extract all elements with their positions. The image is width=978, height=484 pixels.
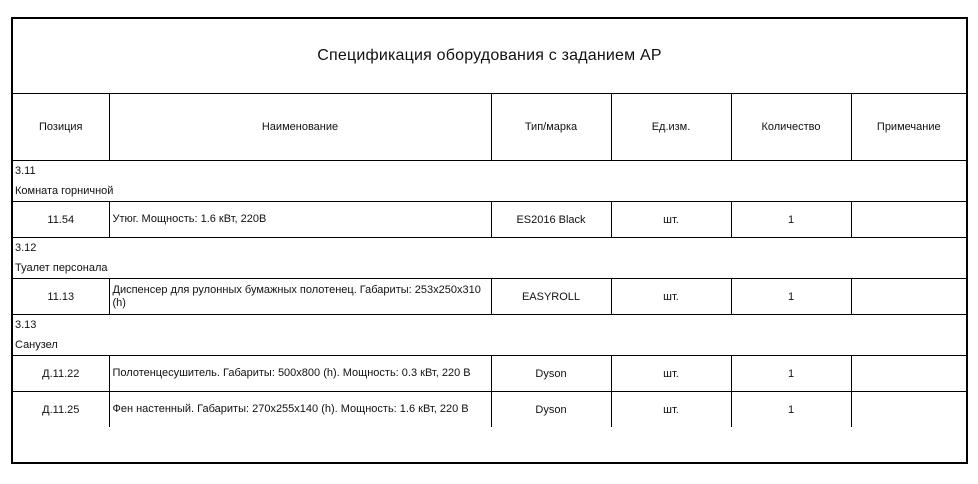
group-name: Комната горничной: [13, 181, 966, 202]
group-code-row: [13, 238, 966, 259]
spec-title: Спецификация оборудования с заданием АР: [13, 19, 966, 94]
cell-position: 11.13: [13, 279, 109, 315]
table-row: [13, 356, 966, 392]
cell-brand: Dyson: [491, 392, 611, 428]
table-row: [13, 279, 966, 315]
header-name: Наименование: [109, 94, 491, 161]
header-unit: Ед.изм.: [611, 94, 731, 161]
cell-note: [851, 392, 966, 428]
group-name: Туалет персонала: [13, 258, 966, 279]
table-row: [13, 392, 966, 428]
specification-sheet: [11, 17, 968, 464]
cell-quantity: 1: [731, 356, 851, 392]
cell-unit: шт.: [611, 279, 731, 315]
group-code: 3.12: [15, 242, 37, 254]
cell-unit: шт.: [611, 202, 731, 238]
cell-quantity: 1: [731, 202, 851, 238]
group-code: 3.13: [15, 319, 37, 331]
cell-name: Утюг. Мощность: 1.6 кВт, 220В: [109, 202, 491, 238]
cell-brand: EASYROLL: [491, 279, 611, 315]
group-code: 3.11: [15, 165, 36, 177]
header-note: Примечание: [851, 94, 966, 161]
cell-unit: шт.: [611, 356, 731, 392]
group-name-row: [13, 181, 966, 202]
header-type: Тип/марка: [491, 94, 611, 161]
group-name-row: [13, 335, 966, 356]
cell-note: [851, 356, 966, 392]
cell-note: [851, 202, 966, 238]
table-row: [13, 202, 966, 238]
group-name-row: [13, 258, 966, 279]
cell-unit: шт.: [611, 392, 731, 428]
group-code-row: [13, 161, 966, 182]
cell-brand: ES2016 Black: [491, 202, 611, 238]
header-quantity: Количество: [731, 94, 851, 161]
cell-quantity: 1: [731, 392, 851, 428]
cell-quantity: 1: [731, 279, 851, 315]
group-code-row: [13, 315, 966, 336]
cell-note: [851, 279, 966, 315]
cell-name: Фен настенный. Габариты: 270х255х140 (h). Мощность: 1.6 кВт, 220 В: [109, 392, 491, 428]
cell-name: Полотенцесушитель. Габариты: 500х800 (h). Мощность: 0.3 кВт, 220 В: [109, 356, 491, 392]
cell-position: Д.11.22: [13, 356, 109, 392]
header-position: Позиция: [13, 94, 109, 161]
cell-name: Диспенсер для рулонных бумажных полотенец. Габариты: 253х250х310 (h): [109, 279, 491, 315]
cell-position: Д.11.25: [13, 392, 109, 428]
group-name: Санузел: [13, 335, 966, 356]
spec-table: [13, 94, 966, 427]
header-row: [13, 94, 966, 161]
cell-brand: Dyson: [491, 356, 611, 392]
cell-position: 11.54: [13, 202, 109, 238]
